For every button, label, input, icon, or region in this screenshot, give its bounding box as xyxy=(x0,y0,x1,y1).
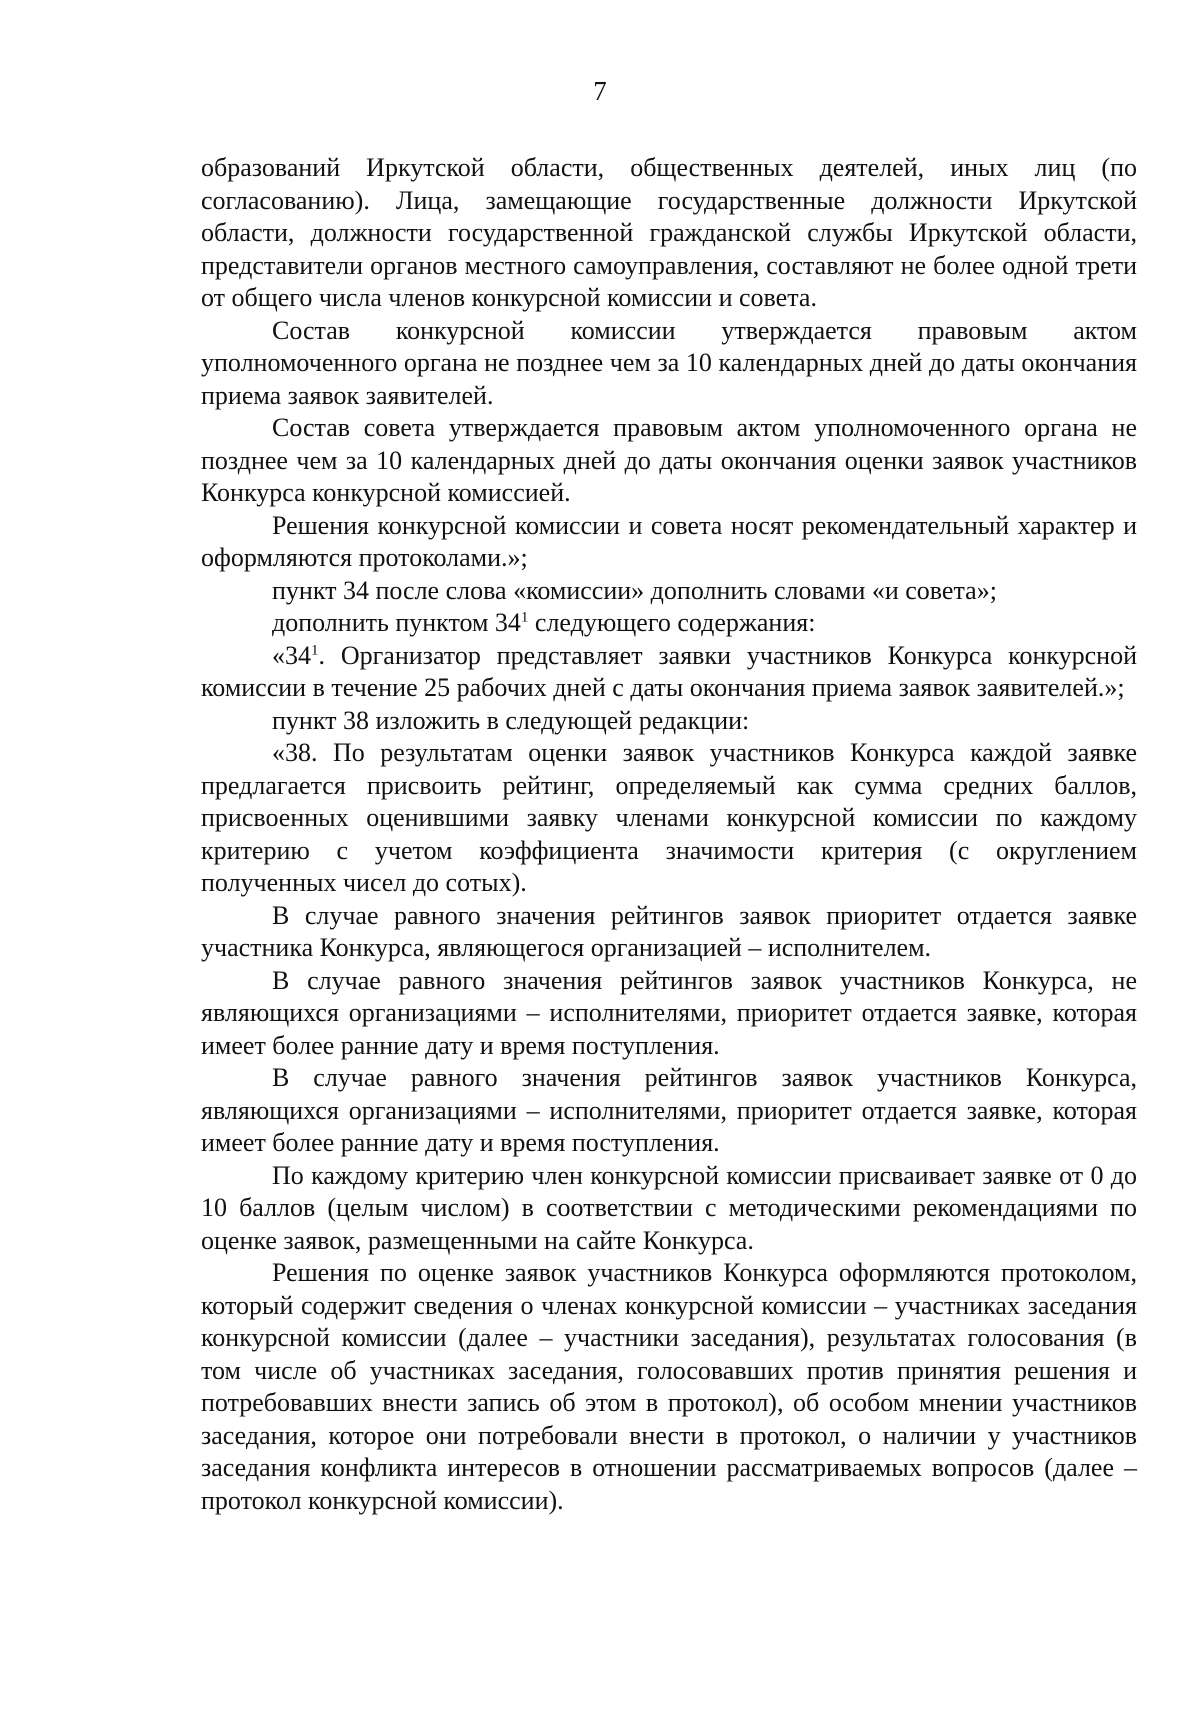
paragraph-text: следующего содержания: xyxy=(528,608,816,637)
superscript: 1 xyxy=(520,609,529,626)
paragraph: пункт 38 изложить в следующей редакции: xyxy=(272,705,750,735)
paragraph: Решения по оценке заявок участников Конкурса оформляются протоколом, который содержит сведения о членах конкурсной комиссии – участниках заседания конкурсной комиссии (далее – участники заседания), результатах голосования (в том числе об участниках заседания, голосовавших против принятия решения и потребовавших внести запись об этом в протокол), об особом мнении участников заседания, которое они потребовали внести в протокол, о наличии у участников заседания конфликта интересов в отношении рассматриваемых вопросов (далее – протокол конкурсной комиссии). xyxy=(201,1258,1137,1515)
paragraph: Состав совета утверждается правовым актом уполномоченного органа не позднее чем за 10 календарных дней до даты окончания оценки заявок участников Конкурса конкурсной комиссией. xyxy=(201,413,1137,507)
superscript: 1 xyxy=(311,641,319,658)
paragraph-text: . Организатор представляет заявки участников Конкурса конкурсной комиссии в течение 25 рабочих дней с даты окончания приема заявок заявителей.»; xyxy=(201,640,1137,702)
page-number: 7 xyxy=(593,76,607,106)
paragraph xyxy=(201,607,1137,640)
paragraph: По каждому критерию член конкурсной комиссии присваивает заявке от 0 до 10 баллов (целым числом) в соответствии с методическими рекомендациями по оценке заявок, размещенными на сайте Конкурса. xyxy=(201,1160,1137,1255)
paragraph: Состав конкурсной комиссии утверждается правовым актом уполномоченного органа не позднее чем за 10 календарных дней до даты окончания приема заявок заявителей. xyxy=(201,315,1137,410)
paragraph: В случае равного значения рейтингов заявок участников Конкурса, являющихся организациями – исполнителями, приоритет отдается заявке, которая имеет более ранние дату и время поступления. xyxy=(201,1063,1137,1157)
paragraph: образований Иркутской области, общественных деятелей, иных лиц (по согласованию). Лица, замещающие государственные должности Иркутской области, должности государственной гражданской службы Иркутской области, представители органов местного самоуправления, составляют не более одной трети от общего числа членов конкурсной комиссии и совета. xyxy=(201,153,1137,312)
paragraph-text: «34 xyxy=(272,640,311,670)
paragraph: «38. По результатам оценки заявок участников Конкурса каждой заявке предлагается присвоить рейтинг, определяемый как сумма средних баллов, присвоенных оценившими заявку членами конкурсной комиссии по каждому критерию с учетом коэффициента значимости критерия (с округлением полученных чисел до сотых). xyxy=(201,738,1137,897)
document-body xyxy=(201,152,1137,1517)
paragraph-text: дополнить пунктом 34 xyxy=(272,608,521,637)
paragraph xyxy=(201,640,1137,705)
paragraph: пункт 34 после слова «комиссии» дополнить словами «и совета»; xyxy=(272,575,997,605)
paragraph: В случае равного значения рейтингов заявок приоритет отдается заявке участника Конкурса, являющегося организацией – исполнителем. xyxy=(201,900,1137,962)
paragraph: В случае равного значения рейтингов заявок участников Конкурса, не являющихся организациями – исполнителями, приоритет отдается заявке, которая имеет более ранние дату и время поступления. xyxy=(201,965,1137,1060)
paragraph: Решения конкурсной комиссии и совета носят рекомендательный характер и оформляются протоколами.»; xyxy=(201,510,1137,572)
